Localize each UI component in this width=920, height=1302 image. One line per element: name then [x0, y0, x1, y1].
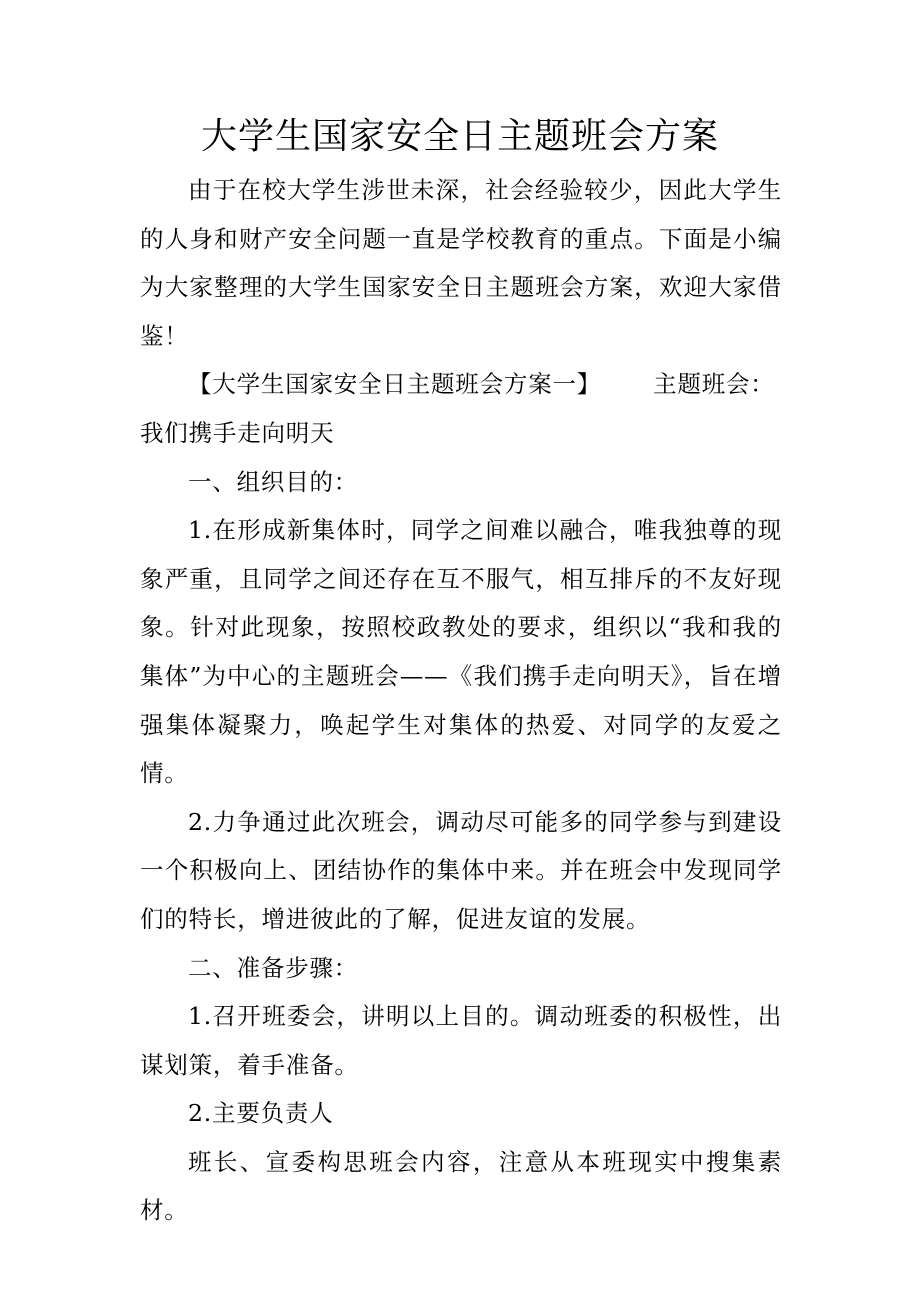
- theme-label: 主题班会：: [653, 370, 775, 399]
- step-item-2-detail: 班长、宣委构思班会内容，注意从本班现实中搜集素材。: [140, 1147, 782, 1225]
- theme-title: 我们携手走向明天: [140, 418, 335, 447]
- purpose-item-2: 2.力争通过此次班会，调动尽可能多的同学参与到建设一个积极向上、团结协作的集体中来。并在班会中发现同学们的特长，增进彼此的了解，促进友谊的发展。: [140, 807, 782, 933]
- step-item-2: 2.主要负责人: [188, 1099, 334, 1128]
- purpose-item-1: 1.在形成新集体时，同学之间难以融合，唯我独尊的现象严重，且同学之间还存在互不服气，相互排斥的不友好现象。针对此现象，按照校政教处的要求，组织以“我和我的集体”为中心的主题班会——《我们携手走向明天》，旨在增强集体凝聚力，唤起学生对集体的热爱、对同学的友爱之情。: [140, 516, 782, 788]
- heading-preparation-steps: 二、准备步骤：: [188, 953, 359, 982]
- section-header-line: [140, 360, 782, 457]
- intro-paragraph: 由于在校大学生涉世未深，社会经验较少，因此大学生的人身和财产安全问题一直是学校教育的重点。下面是小编为大家整理的大学生国家安全日主题班会方案，欢迎大家借鉴！: [140, 176, 782, 350]
- step-item-1: 1.召开班委会，讲明以上目的。调动班委的积极性，出谋划策，着手准备。: [140, 1002, 782, 1079]
- document-body: [140, 166, 782, 1235]
- document-title: 大学生国家安全日主题班会方案: [200, 116, 719, 157]
- section-header: 【大学生国家安全日主题班会方案一】: [188, 370, 602, 399]
- heading-organization-purpose: 一、组织目的：: [188, 467, 359, 496]
